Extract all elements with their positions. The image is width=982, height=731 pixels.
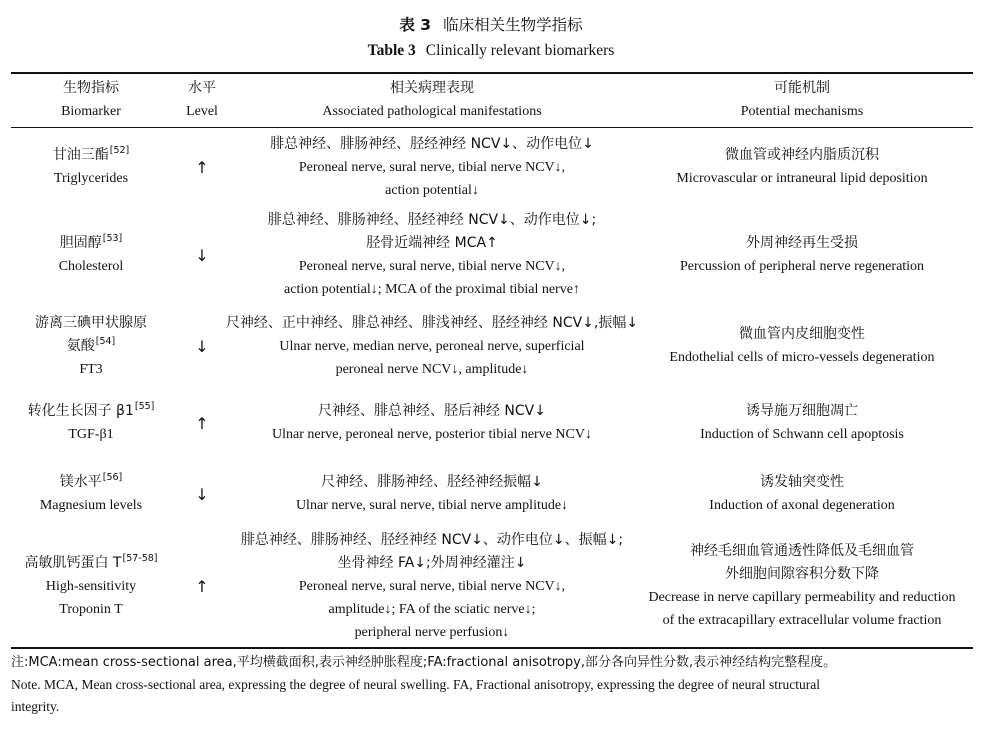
manifestations-cell: 腓总神经、腓肠神经、胫经神经 NCV↓、动作电位↓; 胫骨近端神经 MCA↑ Peroneal nerve, sural nerve, tibial nerve NCV↓, action potential↓; MCA of the proximal tibial nerve↑ [267,212,597,297]
level-cell: ↓ [195,336,209,356]
table-title-chinese: 表 3 临床相关生物学指标 [399,16,583,34]
manifestations-cell: 尺神经、腓肠神经、胫经神经振幅↓ Ulnar nerve, sural nerve, tibial nerve amplitude↓ [295,474,569,513]
level-cell: ↑ [195,576,209,596]
top-rule [11,72,973,74]
mechanism-cell: 外周神经再生受损 Percussion of peripheral nerve regeneration [679,235,925,274]
level-cell: ↑ [195,157,209,177]
note-english-line2: integrity. [11,699,60,714]
mechanism-cell: 神经毛细血管通透性降低及毛细血管 外细胞间隙容积分数下降 Decrease in nerve capillary permeability and reduction of the extracapillary extracellular volume fraction [648,543,956,628]
manifestations-cell: 腓总神经、腓肠神经、胫经神经 NCV↓、动作电位↓ Peroneal nerve, sural nerve, tibial nerve NCV↓, action potential↓ [270,135,594,198]
level-cell: ↓ [195,484,209,504]
table-title-english: Table 3 Clinically relevant biomarkers [367,42,615,59]
mechanism-cell: 微血管内皮细胞变性 Endothelial cells of micro-vessels degeneration [669,326,935,365]
table-title [0,14,982,62]
table-row [11,527,973,645]
biomarker-cell: 甘油三酯[52] Triglycerides [52,145,130,186]
header-rule [11,127,973,128]
biomarker-cell: 镁水平[56] Magnesium levels [39,472,143,513]
level-cell: ↑ [195,413,209,433]
header-biomarker: 生物指标 Biomarker [61,80,121,119]
manifestations-cell: 尺神经、腓总神经、胫后神经 NCV↓ Ulnar nerve, peroneal nerve, posterior tibial nerve NCV↓ [272,403,592,442]
table-row [11,207,973,303]
biomarker-cell: 游离三碘甲状腺原 氨酸[54] FT3 [35,314,147,377]
level-cell: ↓ [195,245,209,265]
header-level: 水平 Level [186,80,218,119]
mechanism-cell: 诱发轴突变性 Induction of axonal degeneration [709,474,895,513]
biomarker-cell: 转化生长因子 β1[55] TGF-β1 [27,401,155,442]
header-manifestations: 相关病理表现 Associated pathological manifestations [322,80,542,119]
manifestations-cell: 腓总神经、腓肠神经、胫经神经 NCV↓、动作电位↓、振幅↓; 坐骨神经 FA↓;外周神经灌注↓ Peroneal nerve, sural nerve, tibial nerve NCV↓, amplitude↓; FA of the sciatic nerve↓; peripheral nerve perfusion↓ [240,531,624,640]
mechanism-cell: 诱导施万细胞凋亡 Induction of Schwann cell apoptosis [700,403,904,442]
biomarker-cell: 胆固醇[53] Cholesterol [58,233,124,274]
note-chinese: 注:MCA:mean cross-sectional area,平均横截面积,表示神经肿胀程度;FA:fractional anisotropy,部分各向异性分数,表示神经结构完整程度。 [11,655,837,670]
biomarker-cell: 高敏肌钙蛋白 T[57-58] High-sensitivity Troponin T [24,552,158,617]
table-row [11,131,973,203]
table-row [11,310,973,382]
manifestations-cell: 尺神经、正中神经、腓总神经、腓浅神经、胫经神经 NCV↓,振幅↓ Ulnar nerve, median nerve, peroneal nerve, superficial peroneal nerve NCV↓, amplitude↓ [225,314,639,377]
table-row [11,463,973,525]
header-row [11,76,973,124]
mechanism-cell: 微血管或神经内脂质沉积 Microvascular or intraneural lipid deposition [676,147,928,186]
table-row [11,392,973,454]
table-notes [11,652,976,718]
note-english-line1: Note. MCA, Mean cross-sectional area, expressing the degree of neural swelling. FA, Fractional anisotropy, expressing the degree of neural structural [11,677,820,692]
header-mechanisms: 可能机制 Potential mechanisms [740,80,864,119]
bottom-rule [11,647,973,649]
